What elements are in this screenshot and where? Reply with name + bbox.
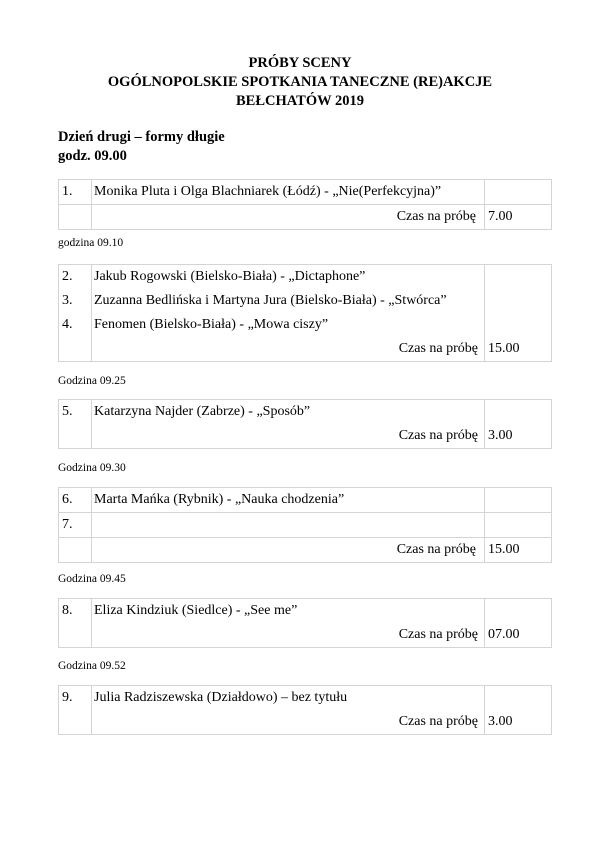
time-label: Godzina 09.45 [58, 573, 126, 585]
entry-performer [92, 513, 485, 538]
time-label: Godzina 09.30 [58, 462, 126, 474]
rehearsal-duration: 15.00 [485, 538, 552, 563]
entry-performer: Jakub Rogowski (Bielsko-Biała) - „Dictaphone” [94, 269, 366, 284]
day-title: Dzień drugi – formy długie [58, 129, 225, 145]
entry-number: 3. [62, 293, 73, 308]
rehearsal-time-label: Czas na próbę [398, 627, 478, 642]
schedule-block-1 [58, 179, 552, 230]
header-location-year: BEŁCHATÓW 2019 [236, 93, 364, 109]
entry-performer: Eliza Kindziuk (Siedlce) - „See me” [94, 603, 298, 618]
entry-number: 4. [62, 317, 73, 332]
table-row [59, 265, 552, 362]
rehearsal-time-label: Czas na próbę [398, 714, 478, 729]
rehearsal-duration: 07.00 [488, 627, 520, 642]
entry-number: 2. [62, 269, 73, 284]
entry-number: 8. [62, 603, 73, 618]
table-row [59, 538, 552, 563]
rehearsal-time-label: Czas na próbę [92, 205, 485, 230]
table-row [59, 488, 552, 513]
entry-performer: Julia Radziszewska (Działdowo) – bez tytułu [94, 690, 348, 705]
document-header [0, 54, 600, 111]
day-start-time: godz. 09.00 [58, 148, 127, 164]
entry-performer: Zuzanna Bedlińska i Martyna Jura (Bielsko-Biała) - „Stwórca” [94, 293, 447, 308]
entry-number: 1. [59, 180, 92, 205]
entry-performer: Fenomen (Bielsko-Biała) - „Mowa ciszy” [94, 317, 329, 332]
entry-number: 6. [59, 488, 92, 513]
schedule-block-3 [58, 399, 552, 449]
entry-performer: Marta Mańka (Rybnik) - „Nauka chodzenia” [92, 488, 485, 513]
table-row [59, 180, 552, 205]
time-label: Godzina 09.25 [58, 375, 126, 387]
header-event-name: OGÓLNOPOLSKIE SPOTKANIA TANECZNE (RE)AKCJE [107, 74, 493, 90]
entry-number: 7. [59, 513, 92, 538]
day-heading [58, 128, 225, 166]
rehearsal-duration: 3.00 [488, 714, 513, 729]
header-title: PRÓBY SCENY [248, 55, 352, 71]
entry-number: 9. [62, 690, 73, 705]
schedule-block-4 [58, 487, 552, 563]
schedule-block-6 [58, 685, 552, 735]
rehearsal-time-label: Czas na próbę [398, 428, 478, 443]
time-label: godzina 09.10 [58, 237, 124, 249]
rehearsal-duration: 15.00 [488, 341, 520, 356]
entry-number: 5. [62, 404, 73, 419]
table-row [59, 400, 552, 449]
table-row [59, 599, 552, 648]
table-row [59, 686, 552, 735]
schedule-block-2 [58, 264, 552, 362]
rehearsal-duration: 3.00 [488, 428, 513, 443]
schedule-block-5 [58, 598, 552, 648]
rehearsal-time-label: Czas na próbę [92, 538, 485, 563]
entry-performer: Katarzyna Najder (Zabrze) - „Sposób” [94, 404, 311, 419]
rehearsal-time-label: Czas na próbę [398, 341, 478, 356]
time-label: Godzina 09.52 [58, 660, 126, 672]
table-row [59, 205, 552, 230]
entry-performer: Monika Pluta i Olga Blachniarek (Łódź) - „Nie(Perfekcyjna)” [92, 180, 485, 205]
table-row [59, 513, 552, 538]
rehearsal-duration: 7.00 [485, 205, 552, 230]
